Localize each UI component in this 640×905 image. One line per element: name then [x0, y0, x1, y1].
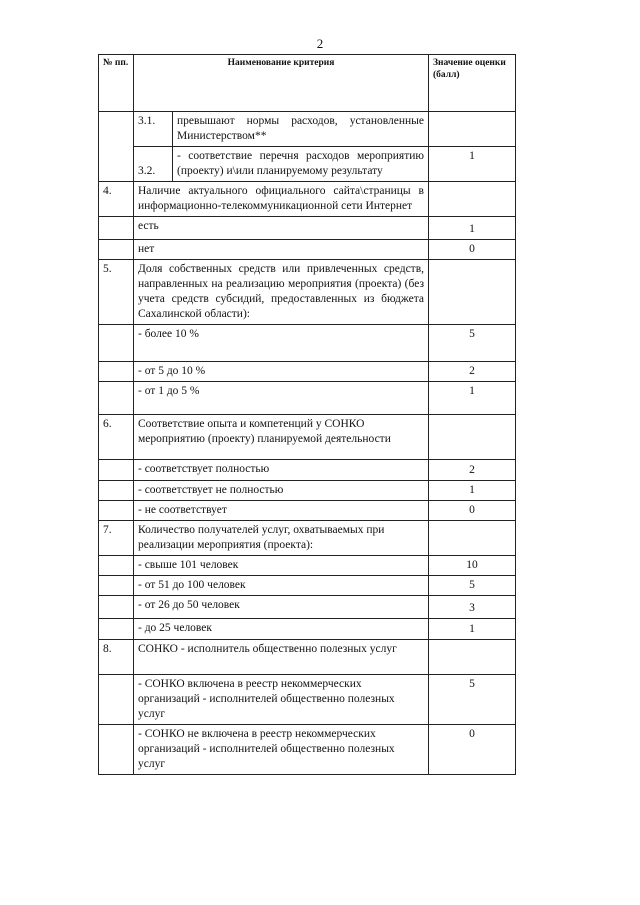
row-text: СОНКО - исполнитель общественно полезных услуг	[134, 640, 429, 675]
table-row	[99, 415, 516, 460]
row-value	[429, 521, 516, 556]
option-value: 0	[429, 725, 516, 775]
subrow-num: 3.1.	[134, 112, 173, 146]
row-value: 1	[429, 147, 516, 182]
table-row	[99, 501, 516, 521]
row-num	[99, 217, 134, 240]
row-num	[99, 460, 134, 481]
row-num: 6.	[99, 415, 134, 460]
row-num	[99, 619, 134, 640]
row-num	[99, 596, 134, 619]
header-value: Значение оценки (балл)	[429, 55, 516, 112]
option-text: - от 51 до 100 человек	[134, 576, 429, 596]
row-num	[99, 576, 134, 596]
table-row	[99, 725, 516, 775]
table-row	[99, 260, 516, 325]
row-num: 8.	[99, 640, 134, 675]
table-row	[99, 460, 516, 481]
row-num	[99, 240, 134, 260]
option-value: 0	[429, 501, 516, 521]
row-num	[99, 362, 134, 382]
row-num	[99, 481, 134, 501]
option-text: есть	[134, 217, 429, 240]
row-3-1	[134, 112, 429, 147]
row-num: 4.	[99, 182, 134, 217]
row-text: Доля собственных средств или привлеченных средств, направленных на реализацию мероприятия (проекта) (без учета средств субсидий, предоставленных из бюджета Сахалинской области):	[134, 260, 429, 325]
option-value: 1	[429, 217, 516, 240]
table-row	[99, 240, 516, 260]
row-3-2	[134, 147, 429, 182]
row-text: Наличие актуального официального сайта\страницы в информационно-телекоммуникационной сети Интернет	[134, 182, 429, 217]
page-number: 2	[316, 36, 324, 51]
header-num: № пп.	[99, 55, 134, 112]
option-text: - СОНКО включена в реестр некоммерческих организаций - исполнителей общественно полезных услуг	[134, 675, 429, 725]
option-value: 0	[429, 240, 516, 260]
row-num	[99, 112, 134, 182]
header-name: Наименование критерия	[134, 55, 429, 112]
option-value: 2	[429, 460, 516, 481]
option-value: 5	[429, 576, 516, 596]
option-text: - от 5 до 10 %	[134, 362, 429, 382]
table-row	[99, 675, 516, 725]
option-text: - не соответствует	[134, 501, 429, 521]
subrow-num: 3.2.	[134, 147, 173, 181]
table-row	[99, 147, 516, 182]
table-row	[99, 596, 516, 619]
option-value: 1	[429, 382, 516, 415]
row-num	[99, 675, 134, 725]
row-value	[429, 415, 516, 460]
row-text: Соответствие опыта и компетенций у СОНКО мероприятию (проекту) планируемой деятельности	[134, 415, 429, 460]
option-text: - соответствует полностью	[134, 460, 429, 481]
option-text: - свыше 101 человек	[134, 556, 429, 576]
row-value	[429, 640, 516, 675]
criteria-table	[98, 54, 516, 775]
table-row	[99, 481, 516, 501]
table-row	[99, 619, 516, 640]
table-row	[99, 182, 516, 217]
table-row	[99, 521, 516, 556]
table-header-row	[99, 55, 516, 112]
option-text: - соответствует не полностью	[134, 481, 429, 501]
row-num: 7.	[99, 521, 134, 556]
table-row	[99, 112, 516, 147]
option-text: - СОНКО не включена в реестр некоммерческих организаций - исполнителей общественно полезных услуг	[134, 725, 429, 775]
option-value: 1	[429, 619, 516, 640]
table-row	[99, 556, 516, 576]
row-num	[99, 325, 134, 362]
table-row	[99, 217, 516, 240]
row-num	[99, 501, 134, 521]
row-num	[99, 725, 134, 775]
row-num	[99, 382, 134, 415]
row-text: - соответствие перечня расходов мероприятию (проекту) и\или планируемому результату	[177, 150, 424, 177]
option-value: 5	[429, 675, 516, 725]
option-value: 10	[429, 556, 516, 576]
row-value	[429, 260, 516, 325]
row-value	[429, 182, 516, 217]
option-text: - до 25 человек	[134, 619, 429, 640]
row-text: Количество получателей услуг, охватываемых при реализации мероприятия (проекта):	[134, 521, 429, 556]
option-text: - от 1 до 5 %	[134, 382, 429, 415]
option-value: 2	[429, 362, 516, 382]
option-text: - от 26 до 50 человек	[134, 596, 429, 619]
table-row	[99, 325, 516, 362]
row-value	[429, 112, 516, 147]
option-value: 3	[429, 596, 516, 619]
table-row	[99, 640, 516, 675]
row-num	[99, 556, 134, 576]
row-text: превышают нормы расходов, установленные Министерством**	[177, 115, 424, 142]
row-num: 5.	[99, 260, 134, 325]
option-text: - более 10 %	[134, 325, 429, 362]
table-row	[99, 362, 516, 382]
option-value: 5	[429, 325, 516, 362]
option-value: 1	[429, 481, 516, 501]
table-row	[99, 576, 516, 596]
option-text: нет	[134, 240, 429, 260]
table-row	[99, 382, 516, 415]
